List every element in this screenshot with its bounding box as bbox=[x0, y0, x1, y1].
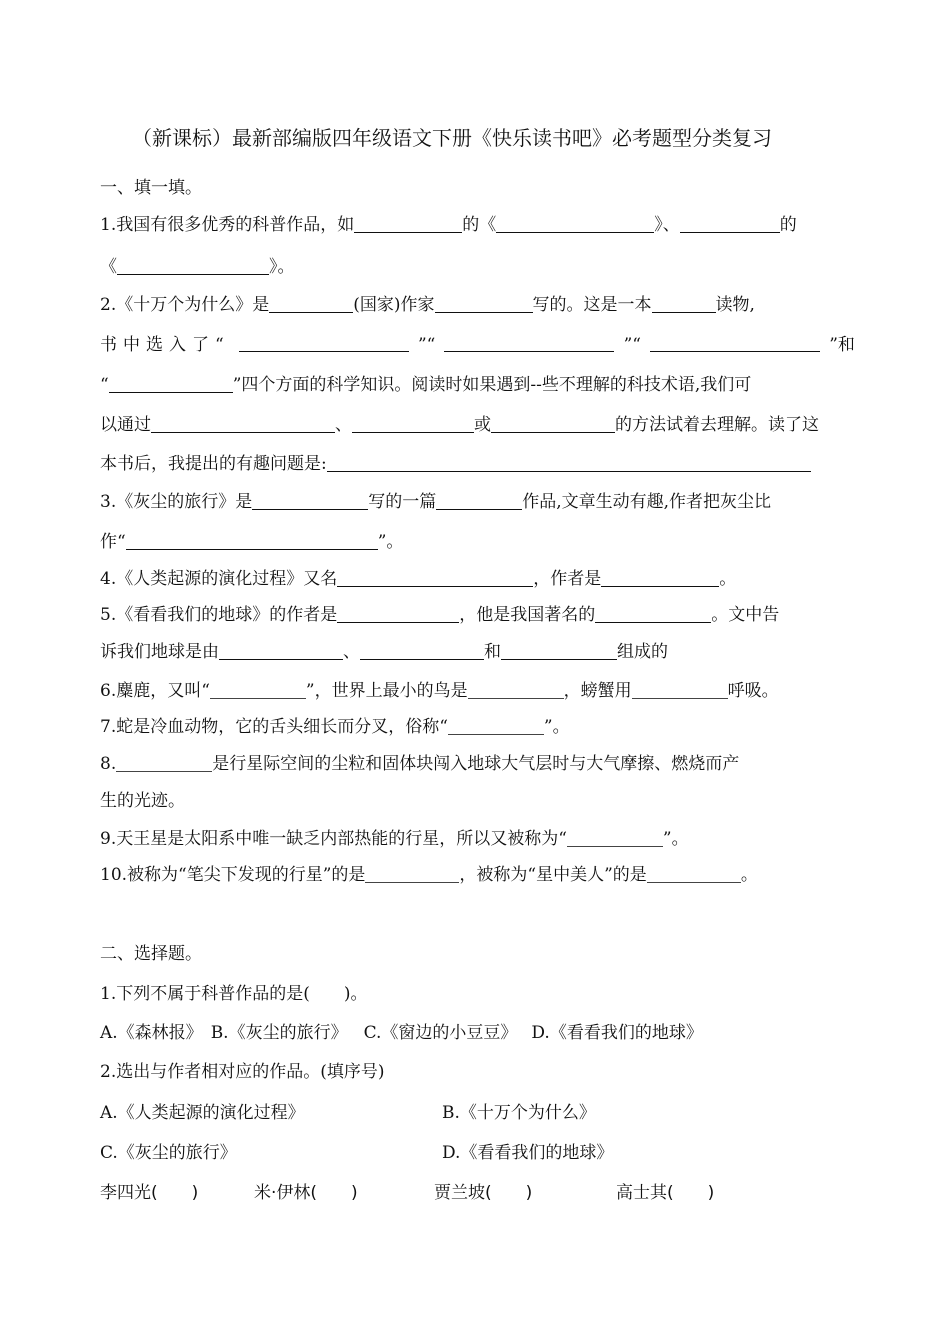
blank[interactable] bbox=[448, 716, 544, 735]
blank[interactable] bbox=[337, 604, 459, 623]
choice-1-options bbox=[100, 1021, 855, 1045]
choice-2-options-row-2 bbox=[100, 1141, 855, 1165]
option-b[interactable]: B.《灰尘的旅行》 bbox=[210, 1023, 348, 1043]
blank[interactable] bbox=[468, 680, 564, 699]
blank[interactable] bbox=[680, 214, 780, 233]
question-7: 7.蛇是冷血动物，它的舌头细长而分叉，俗称“ ”。 bbox=[100, 717, 570, 737]
blank[interactable] bbox=[650, 333, 820, 352]
blank[interactable] bbox=[337, 568, 533, 587]
blank[interactable] bbox=[352, 414, 474, 433]
blank[interactable] bbox=[151, 414, 335, 433]
question-9: 9.天王星是太阳系中唯一缺乏内部热能的行星，所以又被称为“ ”。 bbox=[100, 829, 689, 849]
section-2-heading: 二、选择题。 bbox=[100, 944, 202, 964]
question-2-line-2: 书中选入了“ ”“ ”“ ”和 bbox=[100, 335, 855, 355]
question-10: 10.被称为“笔尖下发现的行星”的是 ，被称为“星中美人”的是 。 bbox=[100, 865, 758, 885]
question-6: 6.麋鹿，又叫“ ”，世界上最小的鸟是 ，螃蟹用 呼吸。 bbox=[100, 681, 779, 701]
blank[interactable] bbox=[210, 680, 306, 699]
blank[interactable] bbox=[365, 864, 459, 883]
question-2-line-5: 本书后，我提出的有趣问题是: bbox=[100, 452, 855, 476]
blank[interactable] bbox=[239, 333, 409, 352]
option-b: B.《十万个为什么》 bbox=[442, 1103, 596, 1123]
question-3-line-1: 3.《灰尘的旅行》是 写的一篇 作品,文章生动有趣,作者把灰尘比 bbox=[100, 492, 772, 512]
section-1-heading: 一、填一填。 bbox=[100, 178, 202, 198]
question-1-line-2: 《 》。 bbox=[100, 257, 295, 277]
blank[interactable] bbox=[632, 680, 728, 699]
blank[interactable] bbox=[219, 641, 343, 660]
blank[interactable] bbox=[501, 641, 617, 660]
option-c: C.《灰尘的旅行》 bbox=[100, 1143, 237, 1163]
blank[interactable] bbox=[360, 641, 484, 660]
blank[interactable] bbox=[327, 453, 811, 472]
question-5-line-1: 5.《看看我们的地球》的作者是 ，他是我国著名的 。文中告 bbox=[100, 605, 780, 625]
option-c[interactable]: C.《窗边的小豆豆》 bbox=[363, 1023, 518, 1043]
choice-1-question: 1.下列不属于科普作品的是( )。 bbox=[100, 984, 368, 1004]
blank[interactable] bbox=[435, 294, 533, 313]
author-answer[interactable]: 李四光( ) bbox=[100, 1183, 199, 1203]
question-5-line-2: 诉我们地球是由 、 和 组成的 bbox=[100, 642, 668, 662]
blank[interactable] bbox=[595, 604, 711, 623]
option-a: A.《人类起源的演化过程》 bbox=[100, 1103, 305, 1123]
question-3-line-2: 作“ ”。 bbox=[100, 532, 404, 552]
choice-2-question: 2.选出与作者相对应的作品。(填序号) bbox=[100, 1062, 385, 1082]
page-title: （新课标）最新部编版四年级语文下册《快乐读书吧》必考题型分类复习 bbox=[132, 126, 772, 150]
question-2-line-1: 2.《十万个为什么》是 (国家)作家 写的。这是一本 读物, bbox=[100, 295, 755, 315]
blank[interactable] bbox=[567, 828, 663, 847]
blank[interactable] bbox=[269, 294, 353, 313]
blank[interactable] bbox=[436, 491, 522, 510]
blank[interactable] bbox=[496, 214, 654, 233]
author-answer[interactable]: 高士其( ) bbox=[616, 1183, 715, 1203]
author-answer[interactable]: 贾兰坡( ) bbox=[434, 1183, 533, 1203]
blank[interactable] bbox=[109, 374, 233, 393]
author-answer[interactable]: 米·伊林( ) bbox=[254, 1183, 358, 1203]
question-2-line-4: 以通过 、 或 的方法试着去理解。读了这 bbox=[100, 415, 819, 435]
blank[interactable] bbox=[491, 414, 615, 433]
option-d: D.《看看我们的地球》 bbox=[442, 1143, 614, 1163]
question-4: 4.《人类起源的演化过程》又名 ，作者是 。 bbox=[100, 569, 737, 589]
blank[interactable] bbox=[601, 568, 719, 587]
blank[interactable] bbox=[117, 256, 269, 275]
question-1-line-1: 1.我国有很多优秀的科普作品，如 的《 》、 的 bbox=[100, 215, 797, 235]
blank[interactable] bbox=[652, 294, 716, 313]
question-8-line-1: 8. 是行星际空间的尘粒和固体块闯入地球大气层时与大气摩擦、燃烧而产 bbox=[100, 754, 740, 774]
question-8-line-2: 生的光迹。 bbox=[100, 791, 185, 811]
choice-2-options-row-1 bbox=[100, 1101, 855, 1125]
blank[interactable] bbox=[126, 531, 378, 550]
blank[interactable] bbox=[354, 214, 462, 233]
choice-2-authors bbox=[100, 1181, 855, 1205]
blank[interactable] bbox=[647, 864, 741, 883]
blank[interactable] bbox=[252, 491, 368, 510]
option-d[interactable]: D.《看看我们的地球》 bbox=[531, 1023, 703, 1043]
blank[interactable] bbox=[116, 753, 212, 772]
blank[interactable] bbox=[444, 333, 614, 352]
question-2-line-3: “ ”四个方面的科学知识。阅读时如果遇到--些不理解的科技术语,我们可 bbox=[100, 375, 752, 395]
option-a[interactable]: A.《森林报》 bbox=[100, 1023, 203, 1043]
